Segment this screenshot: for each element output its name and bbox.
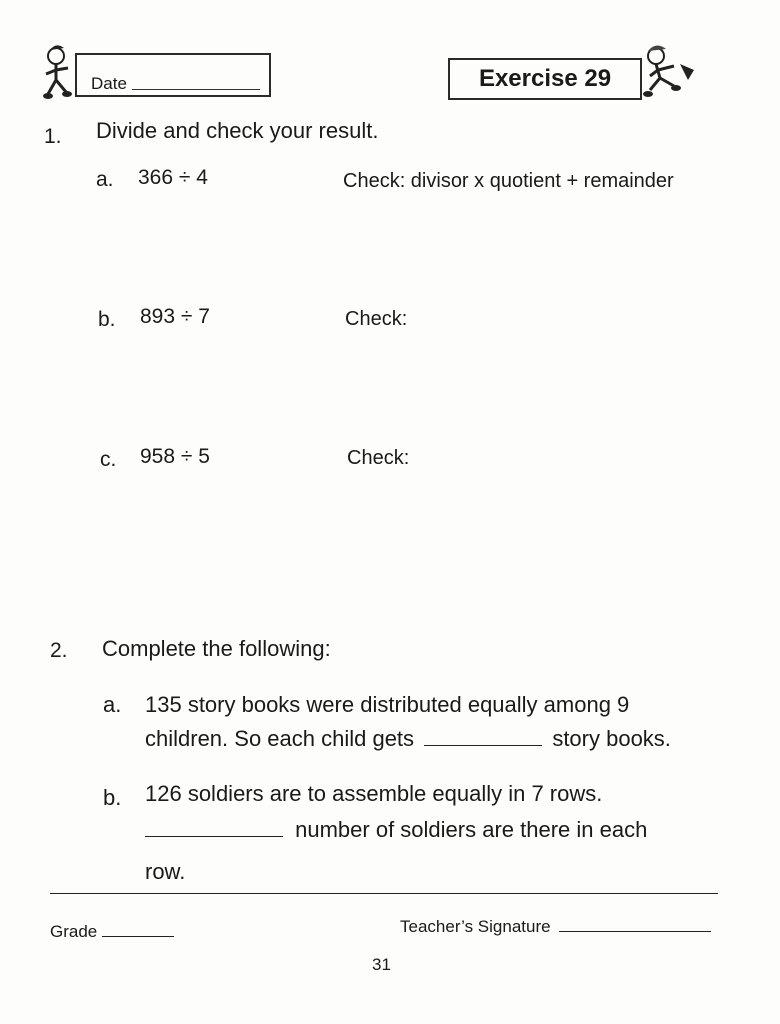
q2-part-b-answer-blank[interactable] [145, 835, 283, 837]
q2-part-b-line3: row. [145, 859, 186, 884]
q2-part-a-line1: 135 story books were distributed equally among 9 [145, 692, 630, 717]
q2-part-a-letter: a. [103, 692, 122, 717]
signature-field[interactable] [559, 930, 711, 932]
question-2-number: 2. [50, 639, 68, 662]
q1-part-b-expression: 893 ÷ 7 [140, 305, 210, 328]
q1-part-c-letter: c. [100, 448, 117, 471]
question-2-title: Complete the following: [102, 636, 331, 661]
exercise-title: Exercise 29 [448, 58, 642, 100]
signature-field-group [400, 917, 711, 937]
date-field[interactable] [132, 89, 260, 90]
date-box [75, 53, 271, 97]
q2-part-a-line2-start: children. So each child gets [145, 726, 415, 751]
q2-part-b-line1: 126 soldiers are to assemble equally in 7 rows. [145, 781, 603, 806]
q1-part-a-letter: a. [96, 168, 114, 191]
page-number: 31 [372, 955, 391, 974]
q1-part-c-check: Check: [347, 447, 410, 469]
kid-figure-right-icon [636, 42, 704, 102]
q1-part-b-letter: b. [98, 308, 116, 331]
footer-divider [50, 893, 718, 894]
q1-part-c-expression: 958 ÷ 5 [140, 445, 210, 468]
grade-label: Grade [50, 922, 98, 941]
q1-part-a-check: Check: divisor x quotient + remainder [343, 170, 674, 192]
q2-part-b-line2-end: number of soldiers are there in each [295, 817, 648, 842]
grade-field-group [50, 922, 174, 942]
date-label: Date [91, 74, 127, 93]
question-1-number: 1. [44, 125, 62, 148]
q2-part-a-answer-blank[interactable] [424, 744, 542, 746]
q1-part-a-expression: 366 ÷ 4 [138, 166, 208, 189]
q2-part-b-line2 [145, 813, 647, 847]
q2-part-b-letter: b. [103, 785, 122, 810]
q2-part-a-line2-end: story books. [552, 726, 671, 751]
grade-field[interactable] [102, 935, 174, 937]
q1-part-b-check: Check: [345, 308, 408, 330]
signature-label: Teacher’s Signature [400, 917, 551, 936]
question-1-title: Divide and check your result. [96, 118, 379, 143]
kid-figure-left-icon [40, 44, 80, 104]
q2-part-a-line2 [145, 722, 671, 756]
